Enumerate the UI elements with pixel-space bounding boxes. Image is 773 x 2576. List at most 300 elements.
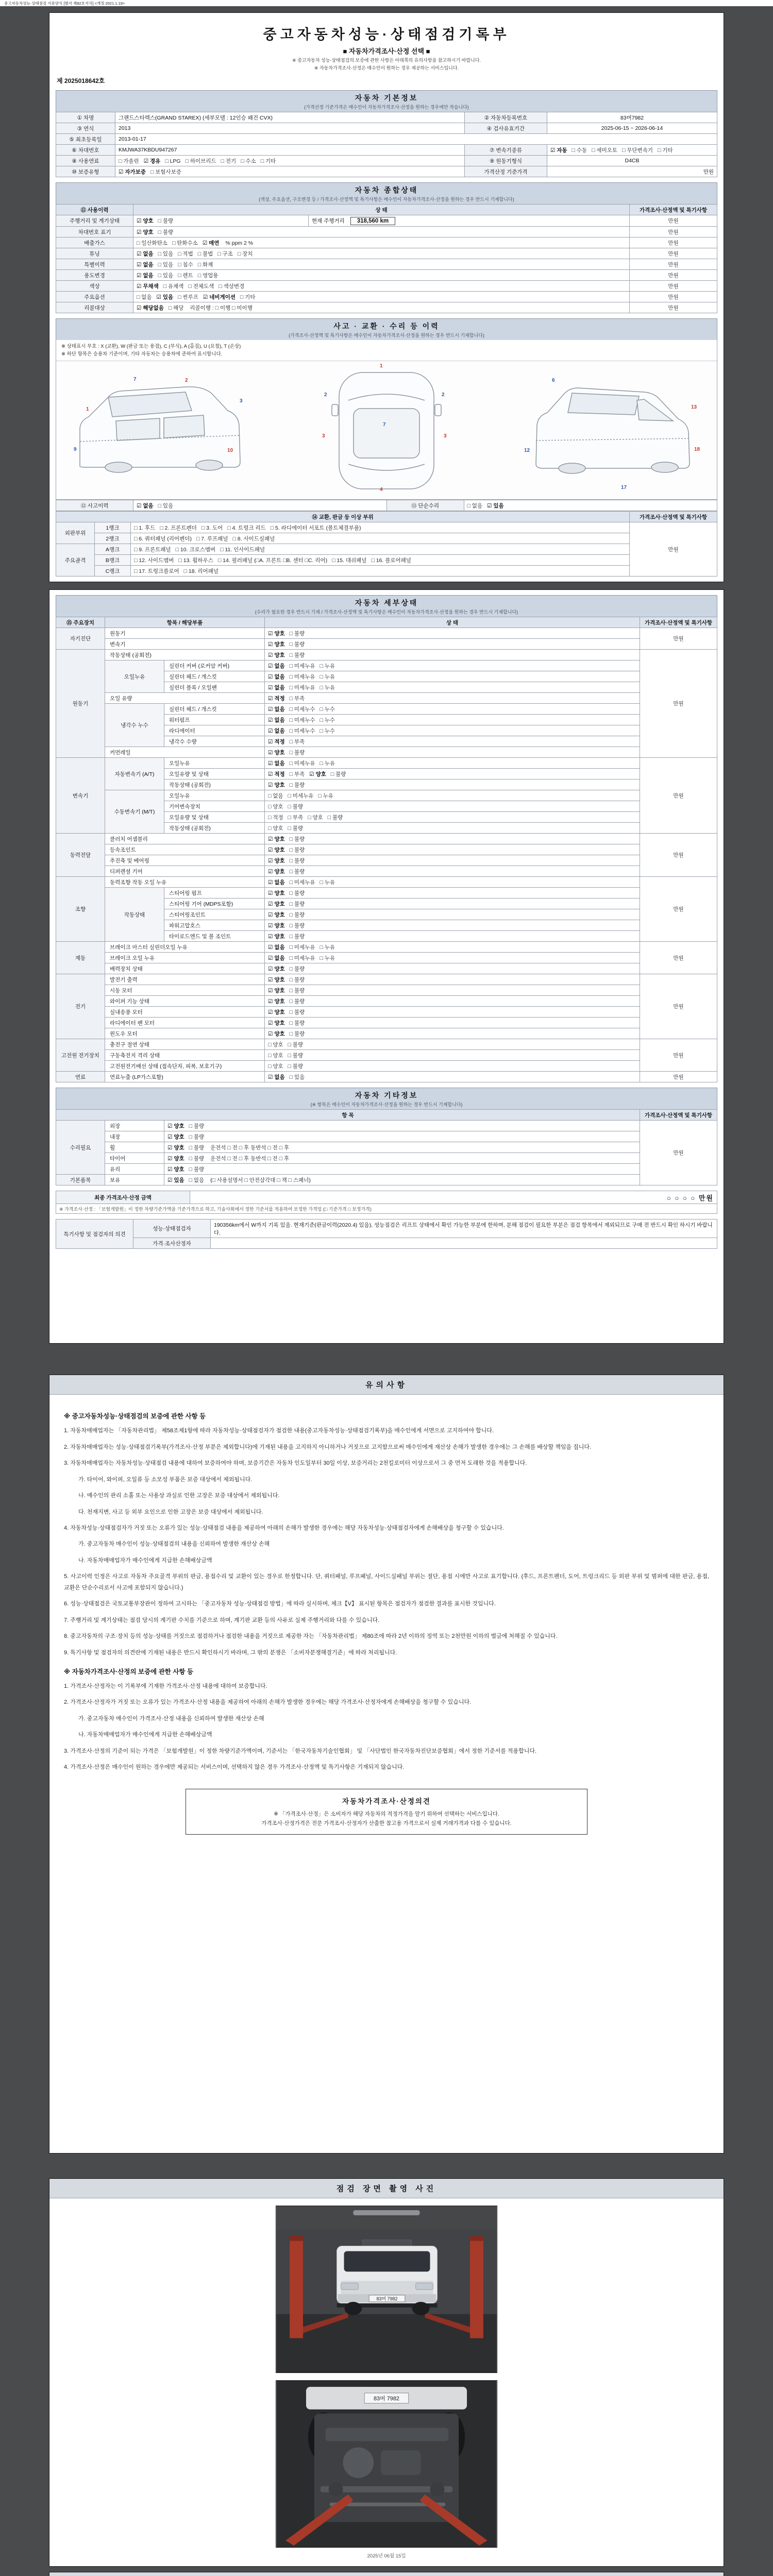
checkbox-불량[interactable]: □ 불량	[289, 922, 305, 929]
checkbox-양호[interactable]: ☑ 양호	[268, 976, 285, 983]
cell: 워터펌프	[164, 715, 265, 725]
checkbox-자가보증[interactable]: ☑ 자가보증	[119, 168, 146, 175]
diagram-legend-line-1: ※ 상태표시 부호 : X (교환), W (판금 또는 용접), C (부식), A (흠집), U (요철), T (손상)	[61, 344, 241, 349]
checkbox-양호[interactable]: ☑ 양호	[268, 987, 285, 994]
checkbox-불량[interactable]: □ 불량	[289, 630, 305, 637]
checkbox-불량[interactable]: □ 불량	[189, 1133, 205, 1140]
checkbox-없음[interactable]: ☑ 없음	[268, 706, 285, 713]
checkbox-16. 플로어패널[interactable]: □ 16. 플로어패널	[371, 557, 411, 564]
checkbox-양호[interactable]: ☑ 양호	[268, 868, 285, 875]
cell-text: % ppm 2 %	[224, 240, 254, 246]
checkbox-양호[interactable]: ☑ 양호	[268, 911, 285, 918]
checkbox-8. 사이드실패널[interactable]: □ 8. 사이드실패널	[232, 535, 275, 542]
checkbox-불량[interactable]: □ 불량	[289, 976, 305, 983]
checkbox-있음[interactable]: □ 있음	[158, 261, 174, 268]
document-note-2: ※ 자동차가격조사·산정은 매수인이 원하는 경우 제공하는 서비스입니다.	[314, 65, 459, 71]
checkbox-7. 루프패널[interactable]: □ 7. 루프패널	[196, 535, 228, 542]
cell: 차대번호 표기	[56, 227, 133, 238]
checkbox-5. 라디에이터 서포트 (볼트체결부품)[interactable]: □ 5. 라디에이터 서포트 (볼트체결부품)	[270, 524, 361, 531]
checkbox-있음[interactable]: □ 있음	[289, 1074, 305, 1080]
cell: ③ 연식	[56, 123, 115, 134]
cell	[133, 281, 630, 292]
checkbox-13. 휠하우스[interactable]: □ 13. 휠하우스	[178, 557, 213, 564]
cell: ⑭ 교환, 판금 등 이상 부위	[56, 512, 630, 522]
checkbox-양호[interactable]: □ 양호	[268, 803, 283, 810]
checkbox-양호[interactable]: □ 양호	[308, 814, 323, 821]
checkbox-수소[interactable]: □ 수소	[241, 158, 256, 164]
checkbox-양호[interactable]: ☑ 양호	[268, 890, 285, 896]
cell: 2랭크	[95, 533, 131, 544]
cell	[265, 725, 640, 736]
checkbox-적정[interactable]: ☑ 적정	[268, 695, 285, 702]
cell: 작동상태	[105, 888, 164, 942]
cell: B랭크	[95, 555, 131, 566]
checkbox-LPG[interactable]: □ LPG	[165, 158, 181, 164]
cell: 만원	[630, 215, 717, 227]
checkbox-불량[interactable]: □ 불량	[189, 1155, 205, 1162]
final-price-table	[56, 1191, 717, 1214]
checkbox-양호[interactable]: ☑ 양호	[268, 965, 285, 972]
cell: 전기	[56, 974, 105, 1039]
photo-2-underbody	[276, 2381, 497, 2547]
cell: 라디에이터 팬 모터	[105, 1018, 265, 1028]
cell: 특별이력	[56, 259, 133, 270]
checkbox-없음[interactable]: ☑ 없음	[137, 250, 154, 257]
vehicle-diagram-block	[56, 340, 717, 500]
checkbox-썬루프[interactable]: □ 썬루프	[178, 294, 198, 300]
notice-item: 2. 자동차매매업자는 성능·상태점검기록부(가격조사·산정 부분은 제외합니다)에 기재된 내용을 고지하지 아니하거나 거짓으로 고지함으로써 매수인에게 재산상 손해가 발생한 경우에는 그 손해를 배상할 책임을 집니다.	[64, 1444, 592, 1450]
cell: 상 태	[265, 617, 640, 628]
checkbox-불량[interactable]: □ 불량	[288, 1041, 304, 1048]
notice-item: 가. 중고자동차 매수인이 가격조사·산정 내용을 신뢰하여 발생한 재산상 손해	[78, 1715, 264, 1722]
cell	[115, 156, 465, 166]
cell: A랭크	[95, 544, 131, 555]
section-basic-header	[56, 90, 717, 112]
checkbox-15. 대쉬패널[interactable]: □ 15. 대쉬패널	[332, 557, 367, 564]
checkbox-색상변경[interactable]: □ 색상변경	[219, 283, 245, 290]
checkbox-해당없음[interactable]: ☑ 해당없음	[137, 304, 164, 311]
cell: 작동상태 (공회전)	[164, 823, 265, 834]
checkbox-불법[interactable]: □ 불법	[197, 250, 213, 257]
checkbox-양호[interactable]: ☑ 양호	[167, 1166, 184, 1173]
cell: 실린더 블록 / 오일팬	[164, 682, 265, 693]
checkbox-미세누유[interactable]: □ 미세누유	[289, 879, 315, 886]
checkbox-불량[interactable]: □ 불량	[288, 825, 304, 832]
checkbox-없음[interactable]: □ 없음	[268, 792, 283, 799]
cell	[133, 259, 630, 270]
checkbox-양호[interactable]: □ 양호	[268, 1041, 283, 1048]
checkbox-없음[interactable]: ☑ 없음	[268, 1074, 285, 1080]
checkbox-양호[interactable]: ☑ 양호	[268, 1020, 285, 1026]
checkbox-미세누수[interactable]: □ 미세누수	[289, 717, 315, 723]
section-detail-note: (수리가 필요한 경우 반드시 기재 / 가격조사·산정액 및 특기사항은 매수인이 자동차가격조사·산정을 원하는 경우 반드시 기재합니다)	[255, 609, 518, 615]
checkbox-불량[interactable]: □ 불량	[288, 803, 304, 810]
checkbox-기타[interactable]: □ 기타	[658, 147, 673, 154]
checkbox-미세누유[interactable]: □ 미세누유	[288, 792, 314, 799]
checkbox-불량[interactable]: □ 불량	[289, 641, 305, 648]
panel-basic-overall-accident	[49, 12, 724, 582]
checkbox-양호[interactable]: □ 양호	[268, 1052, 283, 1059]
cell: 구동축전지 격리 상태	[105, 1050, 265, 1061]
checkbox-있음[interactable]: ☑ 있음	[156, 294, 174, 300]
checkbox-부족[interactable]: □ 부족	[289, 738, 305, 745]
checkbox-불량[interactable]: □ 불량	[289, 998, 305, 1005]
cell: 만원	[547, 166, 717, 177]
checkbox-누수[interactable]: □ 누수	[320, 717, 335, 723]
checkbox-2. 프론트펜더[interactable]: □ 2. 프론트펜더	[160, 524, 197, 531]
cell: 만원	[630, 248, 717, 259]
checkbox-없음[interactable]: □ 없음	[137, 294, 152, 300]
checkbox-불량[interactable]: □ 불량	[289, 782, 305, 788]
checkbox-불량[interactable]: □ 불량	[189, 1123, 205, 1129]
notice-item: 3. 가격조사·산정의 기준이 되는 가격은 「보험개발원」이 정한 차량기준가액이며, 기준서는 「한국자동차기술인협회」 및 「사단법인 한국자동차진단보증협회」에서 정한 기준서를 적용합니다.	[64, 1748, 537, 1754]
checkbox-없음[interactable]: ☑ 없음	[268, 879, 285, 886]
signature-title-bar	[49, 2572, 724, 2576]
checkbox-불량[interactable]: □ 불량	[289, 933, 305, 940]
checkbox-미세누유[interactable]: □ 미세누유	[289, 673, 315, 680]
cell	[265, 877, 640, 888]
checkbox-12. 사이드멤버[interactable]: □ 12. 사이드멤버	[134, 557, 174, 564]
checkbox-구조[interactable]: □ 구조	[217, 250, 233, 257]
checkbox-18. 리어패널[interactable]: □ 18. 리어패널	[183, 568, 219, 574]
checkbox-네비게이션[interactable]: ☑ 네비게이션	[203, 294, 236, 300]
notice-item: 8. 중고자동차의 구조·장치 등의 성능·상태를 거짓으로 점검하거나 점검한 내용을 거짓으로 제공한 자는 「자동차관리법」 제80조에 따라 2년 이하의 징역 또는 2천만원 이하의 벌금에 처해질 수 있습니다.	[64, 1633, 558, 1640]
diagram-number: 9	[74, 447, 77, 453]
cell: ① 차명	[56, 112, 115, 123]
checkbox-양호[interactable]: ☑ 양호	[167, 1144, 184, 1151]
notice-item: 6. 성능·상태점검은 국토교통부장관이 정하여 고시하는 「중고자동차 성능·상태점검 방법」에 따라 실시하며, 체크【V】 표시된 항목은 점검자가 점검한 결과를 표시한 것입니다.	[64, 1601, 496, 1607]
checkbox-6. 쿼터패널 (리어펜더)[interactable]: □ 6. 쿼터패널 (리어펜더)	[134, 535, 192, 542]
etc-info-table	[56, 1109, 717, 1185]
cell: ⑥ 차대번호	[56, 145, 115, 156]
cell: 제동	[56, 942, 105, 974]
checkbox-양호[interactable]: ☑ 양호	[268, 836, 285, 842]
checkbox-누수[interactable]: □ 누수	[320, 706, 335, 713]
cell: 변속기	[105, 639, 265, 650]
checkbox-적정[interactable]: ☑ 적정	[268, 738, 285, 745]
cell	[547, 145, 717, 156]
document-wrap	[49, 6, 724, 2576]
checkbox-불량[interactable]: □ 불량	[330, 771, 346, 777]
cell: 주요옵션	[56, 292, 133, 302]
cell: 만원	[630, 522, 717, 577]
basic-info-table	[56, 112, 717, 177]
cell	[133, 500, 387, 511]
checkbox-미세누유[interactable]: □ 미세누유	[289, 663, 315, 669]
notice-item: 다. 천재지변, 사고 등 외부 요인으로 인한 고장은 보증 대상에서 제외됩니다.	[78, 1509, 263, 1515]
cell: 만원	[640, 1039, 717, 1072]
checkbox-없음[interactable]: ☑ 없음	[268, 673, 285, 680]
diagram-legend	[56, 340, 717, 361]
checkbox-양호[interactable]: ☑ 양호	[137, 229, 154, 235]
checkbox-기타[interactable]: □ 기타	[240, 294, 256, 300]
checkbox-기타[interactable]: □ 기타	[260, 158, 276, 164]
checkbox-누수[interactable]: □ 누수	[320, 727, 335, 734]
checkbox-없음[interactable]: ☑ 없음	[268, 717, 285, 723]
cell	[265, 899, 640, 909]
checkbox-양호[interactable]: ☑ 양호	[268, 652, 285, 658]
checkbox-수동[interactable]: □ 수동	[572, 147, 587, 154]
checkbox-미세누유[interactable]: □ 미세누유	[289, 955, 315, 961]
document-title: 중고자동차성능·상태점검기록부	[263, 27, 510, 42]
checkbox-10. 크로스멤버[interactable]: □ 10. 크로스멤버	[175, 546, 216, 553]
cell: 오일 유량	[105, 693, 265, 704]
checkbox-불량[interactable]: □ 불량	[289, 911, 305, 918]
diagram-number: 1	[86, 406, 89, 413]
notice-heading-b: ※ 자동차가격조사·산정의 보증에 관한 사항 등	[64, 1668, 194, 1675]
section-overall-note: (색상, 주요옵션, 구조변경 등 / 가격조사·산정액 및 특기사항은 매수인이 자동차가격조사·산정을 원하는 경우 반드시 기재합니다)	[259, 197, 514, 202]
checkbox-불량[interactable]: □ 불량	[289, 1020, 305, 1026]
checkbox-불량[interactable]: □ 불량	[289, 901, 305, 907]
cell: 그랜드스타렉스(GRAND STAREX) (세부모델 : 12인승 왜건 CVX)	[115, 112, 465, 123]
checkbox-불량[interactable]: □ 불량	[289, 1009, 305, 1015]
checkbox-누유[interactable]: □ 누유	[320, 955, 335, 961]
cell: 만원	[640, 758, 717, 834]
checkbox-있음[interactable]: □ 있음	[158, 272, 174, 279]
checkbox-누유[interactable]: □ 누유	[320, 760, 335, 767]
checkbox-미세누유[interactable]: □ 미세누유	[289, 684, 315, 691]
checkbox-전기[interactable]: □ 전기	[221, 158, 237, 164]
checkbox-렌트[interactable]: □ 렌트	[178, 272, 193, 279]
checkbox-부족[interactable]: □ 부족	[289, 695, 305, 702]
checkbox-양호[interactable]: ☑ 양호	[268, 1030, 285, 1037]
checkbox-1. 후드[interactable]: □ 1. 후드	[134, 524, 156, 531]
checkbox-탄화수소[interactable]: □ 탄화수소	[172, 240, 198, 246]
cell	[133, 292, 630, 302]
checkbox-없음[interactable]: ☑ 없음	[268, 663, 285, 669]
checkbox-불량[interactable]: □ 불량	[289, 868, 305, 875]
checkbox-있음[interactable]: □ 있음	[158, 250, 174, 257]
checkbox-해당[interactable]: □ 해당	[168, 304, 184, 311]
checkbox-부족[interactable]: □ 부족	[289, 771, 305, 777]
accident-history-table	[56, 500, 717, 511]
cell: 가격산정 기준가격	[465, 166, 547, 177]
checkbox-양호[interactable]: ☑ 양호	[309, 771, 326, 777]
cell	[464, 500, 717, 511]
price-opinion-title: 자동차가격조사·산정의견	[342, 1797, 431, 1805]
checkbox-14. 필러패널 (□A. 프론트 □B. 센터 □C. 리어)[interactable]: □ 14. 필러패널 (□A. 프론트 □B. 센터 □C. 리어)	[217, 557, 328, 564]
checkbox-있음[interactable]: ☑ 있음	[487, 502, 504, 509]
checkbox-양호[interactable]: ☑ 양호	[268, 933, 285, 940]
checkbox-양호[interactable]: ☑ 양호	[268, 1009, 285, 1015]
checkbox-없음[interactable]: ☑ 없음	[137, 261, 154, 268]
cell: 2013	[115, 123, 465, 134]
cell: 항목 / 해당부품	[105, 617, 265, 628]
checkbox-불량[interactable]: □ 불량	[289, 987, 305, 994]
checkbox-양호[interactable]: □ 양호	[268, 1063, 283, 1070]
checkbox-적정[interactable]: □ 적정	[268, 814, 283, 821]
checkbox-유채색[interactable]: □ 유채색	[163, 283, 184, 290]
checkbox-누유[interactable]: □ 누유	[320, 684, 335, 691]
cell: 원동기	[56, 650, 105, 758]
checkbox-불량[interactable]: □ 불량	[189, 1166, 205, 1173]
photos-title-bar: 점검 장면 촬영 사진	[49, 2179, 724, 2198]
cell: ⑤ 최초등록일	[56, 134, 115, 145]
checkbox-양호[interactable]: ☑ 양호	[268, 641, 285, 648]
checkbox-불량[interactable]: □ 불량	[289, 890, 305, 896]
checkbox-없음[interactable]: ☑ 없음	[268, 684, 285, 691]
cell	[265, 823, 640, 834]
notice-item: 나. 자동차매매업자가 매수인에게 지급한 손해배상금액	[78, 1732, 212, 1738]
checkbox-없음[interactable]: ☑ 없음	[268, 944, 285, 951]
checkbox-11. 인사이드패널[interactable]: □ 11. 인사이드패널	[220, 546, 265, 553]
checkbox-불량[interactable]: □ 불량	[288, 1052, 304, 1059]
checkbox-보험사보증[interactable]: □ 보험사보증	[150, 168, 181, 175]
checkbox-없음[interactable]: □ 없음	[189, 1177, 205, 1183]
checkbox-불량[interactable]: □ 불량	[289, 1030, 305, 1037]
checkbox-4. 트렁크 리드[interactable]: □ 4. 트렁크 리드	[227, 524, 266, 531]
checkbox-침수[interactable]: □ 침수	[178, 261, 193, 268]
notice-item: 3. 자동차매매업자는 자동차성능·상태점검 내용에 대하여 보증하여야 하며, 보증기간은 자동차 인도일부터 30일 이상, 보증거리는 2천킬로미터 이상으로서 그 중 먼저 도래한 것을 적용합니다.	[64, 1460, 527, 1467]
checkbox-양호[interactable]: ☑ 양호	[137, 218, 154, 224]
panel-photos	[49, 2178, 724, 2567]
checkbox-누유[interactable]: □ 누유	[320, 879, 335, 886]
checkbox-있음[interactable]: ☑ 있음	[167, 1177, 184, 1183]
checkbox-누유[interactable]: □ 누유	[320, 944, 335, 951]
cell-text: (□ 사용설명서 □ 안전삼각대 □ 잭 □ 스패너)	[209, 1177, 311, 1183]
cell	[265, 801, 640, 812]
photos-area	[49, 2198, 724, 2548]
cell	[265, 1050, 640, 1061]
checkbox-양호[interactable]: ☑ 양호	[268, 922, 285, 929]
checkbox-화재[interactable]: □ 화재	[197, 261, 213, 268]
checkbox-양호[interactable]: ☑ 양호	[268, 998, 285, 1005]
checkbox-17. 트렁크플로어[interactable]: □ 17. 트렁크플로어	[134, 568, 179, 574]
checkbox-무채색[interactable]: ☑ 무채색	[137, 283, 159, 290]
notice-item: 가. 타이어, 와이퍼, 오일류 등 소모성 부품은 보증 대상에서 제외됩니다.	[78, 1476, 253, 1483]
cell: 수동변속기 (M/T)	[105, 790, 164, 834]
cell	[265, 866, 640, 877]
checkbox-없음[interactable]: ☑ 없음	[268, 955, 285, 961]
checkbox-불량[interactable]: □ 불량	[158, 229, 174, 235]
cell	[265, 736, 640, 747]
cell	[265, 1028, 640, 1039]
checkbox-불량[interactable]: □ 불량	[288, 1063, 304, 1070]
checkbox-양호[interactable]: □ 양호	[268, 825, 283, 832]
checkbox-양호[interactable]: ☑ 양호	[268, 630, 285, 637]
notice-list-a	[64, 1426, 709, 1658]
cell: 만원	[640, 1121, 717, 1185]
cell: 가격조사·산정액 및 특기사항	[630, 205, 717, 215]
checkbox-양호[interactable]: ☑ 양호	[268, 782, 285, 788]
cell: 충전구 절연 상태	[105, 1039, 265, 1050]
cell: 튜닝	[56, 248, 133, 259]
cell: 외장	[105, 1121, 164, 1131]
price-opinion-box	[186, 1789, 587, 1835]
cell-text: 현재 주행거리	[312, 217, 346, 224]
checkbox-불량[interactable]: □ 불량	[289, 846, 305, 853]
cell	[131, 522, 630, 533]
checkbox-없음[interactable]: ☑ 없음	[268, 727, 285, 734]
checkbox-없음[interactable]: ☑ 없음	[137, 502, 154, 509]
checkbox-하이브리드[interactable]: □ 하이브리드	[185, 158, 216, 164]
cell: 190356km에서 W까지 기록 있음. 현재기준(판금이력(2020.4) 있음), 성능점검은 리프트 상태에서 확인 가능한 부분에 한하며, 분해 점검이 필요한 부분은 점검 항목에서 제외되므로 구매 전 반드시 확인 하시기 바랍니다.	[211, 1219, 717, 1238]
checkbox-영업용[interactable]: □ 영업용	[197, 272, 219, 279]
checkbox-가솔린[interactable]: □ 가솔린	[119, 158, 139, 164]
checkbox-누유[interactable]: □ 누유	[320, 673, 335, 680]
price-opinion-lines	[194, 1809, 579, 1828]
checkbox-장치[interactable]: □ 장치	[237, 250, 253, 257]
checkbox-양호[interactable]: ☑ 양호	[167, 1155, 184, 1162]
checkbox-누유[interactable]: □ 누유	[320, 663, 335, 669]
cell: 추진축 및 베어링	[105, 855, 265, 866]
cell	[265, 931, 640, 942]
cell: 만원	[630, 238, 717, 248]
checkbox-부족[interactable]: □ 부족	[288, 814, 304, 821]
cell: 와이퍼 기능 상태	[105, 996, 265, 1007]
inspector-opinion-table	[56, 1219, 717, 1249]
checkbox-9. 프론트패널[interactable]: □ 9. 프론트패널	[134, 546, 171, 553]
photo-1-lift-front	[276, 2206, 497, 2372]
checkbox-있음[interactable]: □ 있음	[158, 502, 174, 509]
cell	[131, 566, 630, 577]
cell: 실린더 헤드 / 개스킷	[164, 704, 265, 715]
checkbox-세미오토[interactable]: □ 세미오토	[592, 147, 618, 154]
checkbox-불량[interactable]: □ 불량	[327, 814, 343, 821]
cell: 클러치 어셈블리	[105, 834, 265, 844]
cell	[265, 660, 640, 671]
checkbox-경유[interactable]: ☑ 경유	[143, 158, 161, 164]
checkbox-양호[interactable]: ☑ 양호	[268, 857, 285, 864]
checkbox-불량[interactable]: □ 불량	[289, 965, 305, 972]
checkbox-매연[interactable]: ☑ 매연	[202, 240, 220, 246]
checkbox-양호[interactable]: ☑ 양호	[268, 901, 285, 907]
checkbox-미세누유[interactable]: □ 미세누유	[289, 944, 315, 951]
cell	[265, 747, 640, 758]
cell	[265, 650, 640, 660]
checkbox-미세누유[interactable]: □ 미세누유	[289, 760, 315, 767]
checkbox-불량[interactable]: □ 불량	[289, 749, 305, 756]
cell: 작동상태 (공회전)	[164, 779, 265, 790]
checkbox-누유[interactable]: □ 누유	[318, 792, 333, 799]
cell	[265, 790, 640, 801]
checkbox-없음[interactable]: ☑ 없음	[268, 760, 285, 767]
checkbox-없음[interactable]: ☑ 없음	[137, 272, 154, 279]
cell	[265, 985, 640, 996]
checkbox-없음[interactable]: □ 없음	[467, 502, 483, 509]
checkbox-3. 도어[interactable]: □ 3. 도어	[201, 524, 223, 531]
checkbox-무단변속기[interactable]: □ 무단변속기	[622, 147, 653, 154]
checkbox-전체도색[interactable]: □ 전체도색	[188, 283, 214, 290]
checkbox-불량[interactable]: □ 불량	[189, 1144, 205, 1151]
checkbox-자동[interactable]: ☑ 자동	[550, 147, 567, 154]
checkbox-양호[interactable]: ☑ 양호	[167, 1133, 184, 1140]
checkbox-불량[interactable]: □ 불량	[289, 857, 305, 864]
notice-heading-a: ※ 중고자동차성능·상태점검의 보증에 관한 사항 등	[64, 1413, 206, 1420]
cell: 가격·조사산정자	[133, 1238, 211, 1249]
price-opinion-line: 가격조사·산정가격은 전문 가격조사·산정자가 산출한 참고용 가격으로서 실제 거래가격과 다를 수 있습니다.	[261, 1820, 512, 1826]
checkbox-일산화탄소[interactable]: □ 일산화탄소	[137, 240, 167, 246]
checkbox-양호[interactable]: ☑ 양호	[268, 846, 285, 853]
checkbox-적법[interactable]: □ 적법	[178, 250, 193, 257]
checkbox-미세누수[interactable]: □ 미세누수	[289, 706, 315, 713]
checkbox-미세누수[interactable]: □ 미세누수	[289, 727, 315, 734]
checkbox-양호[interactable]: ☑ 양호	[268, 749, 285, 756]
cell	[131, 544, 630, 555]
cell: 작동상태 (공회전)	[105, 650, 265, 660]
checkbox-적정[interactable]: ☑ 적정	[268, 771, 285, 777]
checkbox-불량[interactable]: □ 불량	[158, 218, 174, 224]
cell: 원동기	[105, 628, 265, 639]
cell: 스티어링 펌프	[164, 888, 265, 899]
cell	[164, 1142, 640, 1153]
checkbox-양호[interactable]: ☑ 양호	[167, 1123, 184, 1129]
cell	[133, 302, 630, 313]
notice-title-bar: 유의사항	[49, 1375, 724, 1395]
document-note-1: ※ 중고자동차 성능·상태점검의 보증에 관한 사항은 아래쪽의 유의사항을 참고하시기 바랍니다.	[292, 58, 481, 63]
checkbox-불량[interactable]: □ 불량	[289, 652, 305, 658]
checkbox-불량[interactable]: □ 불량	[289, 836, 305, 842]
